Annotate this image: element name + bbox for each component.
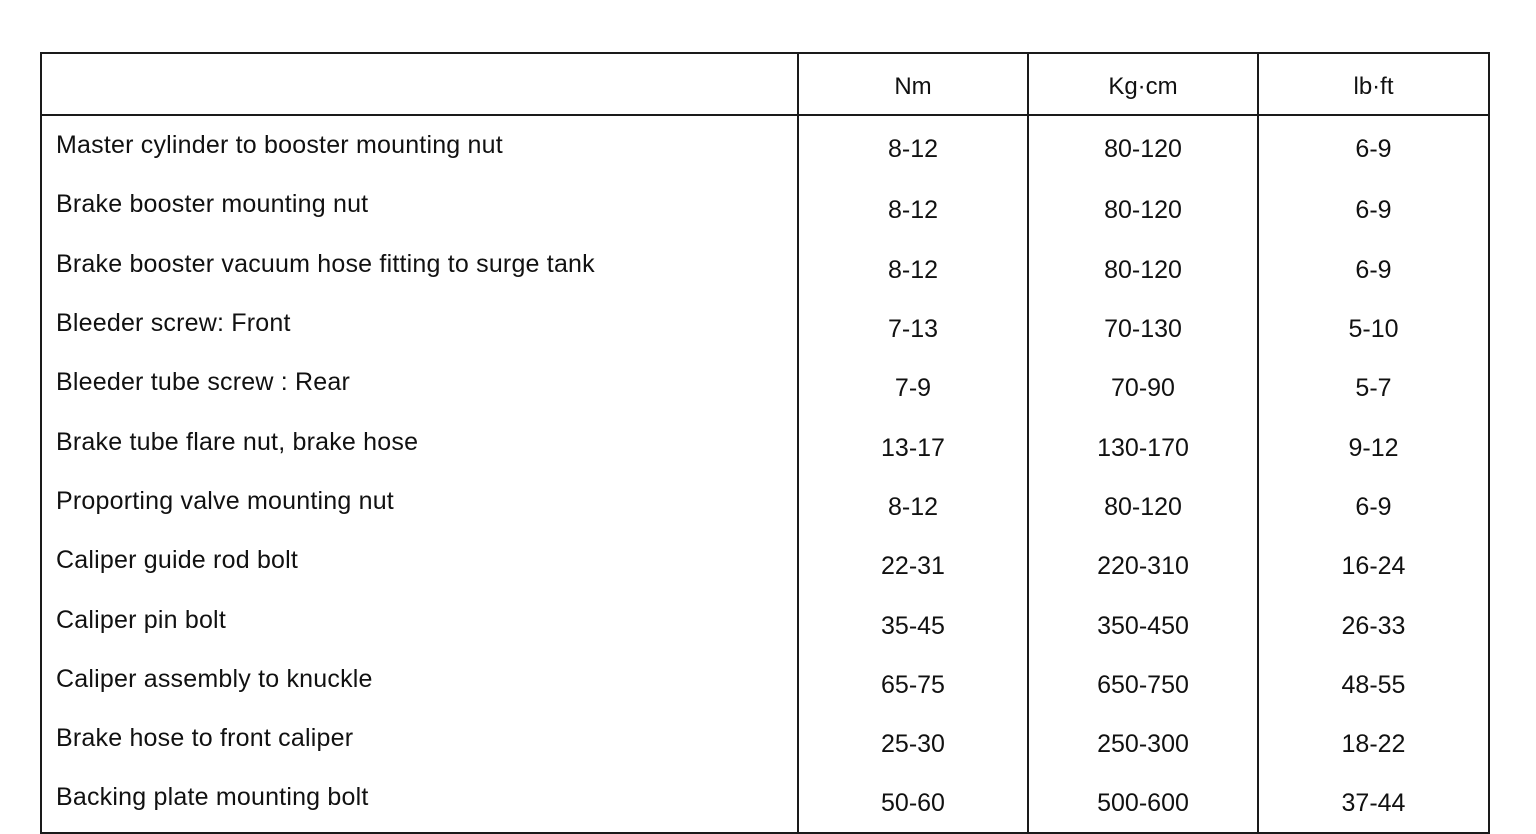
cell-item: Master cylinder to booster mounting nut (56, 131, 503, 160)
cell-kgcm: 130-170 (1028, 416, 1258, 475)
cell-item: Brake hose to front caliper (56, 724, 354, 753)
cell-nm: 65-75 (798, 654, 1028, 713)
table-row (41, 357, 1489, 416)
cell-item: Brake tube flare nut, brake hose (56, 427, 419, 456)
cell-lbft: 48-55 (1258, 654, 1489, 713)
cell-nm: 13-17 (798, 416, 1028, 475)
cell-lbft: 26-33 (1258, 594, 1489, 653)
cell-kgcm: 650-750 (1028, 654, 1258, 713)
cell-item: Brake booster mounting nut (56, 190, 369, 219)
header-lbft: lb·ft (1258, 53, 1489, 115)
cell-kgcm: 70-90 (1028, 357, 1258, 416)
cell-nm: 50-60 (798, 772, 1028, 832)
cell-item: Brake booster vacuum hose fitting to surge tank (56, 249, 595, 278)
cell-nm: 8-12 (798, 179, 1028, 238)
cell-item: Caliper assembly to knuckle (56, 664, 373, 693)
header-item (41, 53, 798, 115)
cell-lbft: 16-24 (1258, 535, 1489, 594)
cell-kgcm: 80-120 (1028, 239, 1258, 298)
header-nm: Nm (798, 53, 1028, 115)
table-row (41, 239, 1489, 298)
cell-nm: 8-12 (798, 239, 1028, 298)
cell-nm: 7-9 (798, 357, 1028, 416)
table-row (41, 476, 1489, 535)
table-row (41, 654, 1489, 713)
cell-nm: 8-12 (798, 476, 1028, 535)
table-row (41, 713, 1489, 772)
cell-item: Caliper pin bolt (56, 605, 226, 634)
cell-lbft: 6-9 (1258, 115, 1489, 179)
cell-item: Caliper guide rod bolt (56, 546, 299, 575)
table-row (41, 772, 1489, 832)
cell-lbft: 9-12 (1258, 416, 1489, 475)
cell-nm: 22-31 (798, 535, 1028, 594)
cell-nm: 25-30 (798, 713, 1028, 772)
cell-lbft: 6-9 (1258, 239, 1489, 298)
header-kgcm: Kg·cm (1028, 53, 1258, 115)
cell-kgcm: 250-300 (1028, 713, 1258, 772)
cell-item: Bleeder screw: Front (56, 309, 291, 338)
cell-lbft: 5-10 (1258, 298, 1489, 357)
cell-item: Backing plate mounting bolt (56, 783, 369, 812)
cell-nm: 8-12 (798, 115, 1028, 179)
cell-kgcm: 80-120 (1028, 476, 1258, 535)
cell-nm: 7-13 (798, 298, 1028, 357)
table-body (41, 115, 1489, 833)
cell-kgcm: 350-450 (1028, 594, 1258, 653)
cell-item: Proporting valve mounting nut (56, 486, 394, 515)
torque-spec-table (40, 52, 1490, 834)
cell-lbft: 6-9 (1258, 179, 1489, 238)
header-row (41, 53, 1489, 115)
table-row (41, 416, 1489, 475)
cell-kgcm: 80-120 (1028, 179, 1258, 238)
table-header (41, 53, 1489, 115)
cell-kgcm: 500-600 (1028, 772, 1258, 832)
cell-kgcm: 220-310 (1028, 535, 1258, 594)
cell-item: Bleeder tube screw : Rear (56, 368, 351, 397)
table-row (41, 298, 1489, 357)
cell-nm: 35-45 (798, 594, 1028, 653)
table-row (41, 535, 1489, 594)
cell-lbft: 18-22 (1258, 713, 1489, 772)
cell-lbft: 5-7 (1258, 357, 1489, 416)
table-row (41, 179, 1489, 238)
cell-kgcm: 70-130 (1028, 298, 1258, 357)
table-row (41, 115, 1489, 179)
cell-lbft: 37-44 (1258, 772, 1489, 832)
cell-kgcm: 80-120 (1028, 115, 1258, 179)
table-row (41, 594, 1489, 653)
cell-lbft: 6-9 (1258, 476, 1489, 535)
